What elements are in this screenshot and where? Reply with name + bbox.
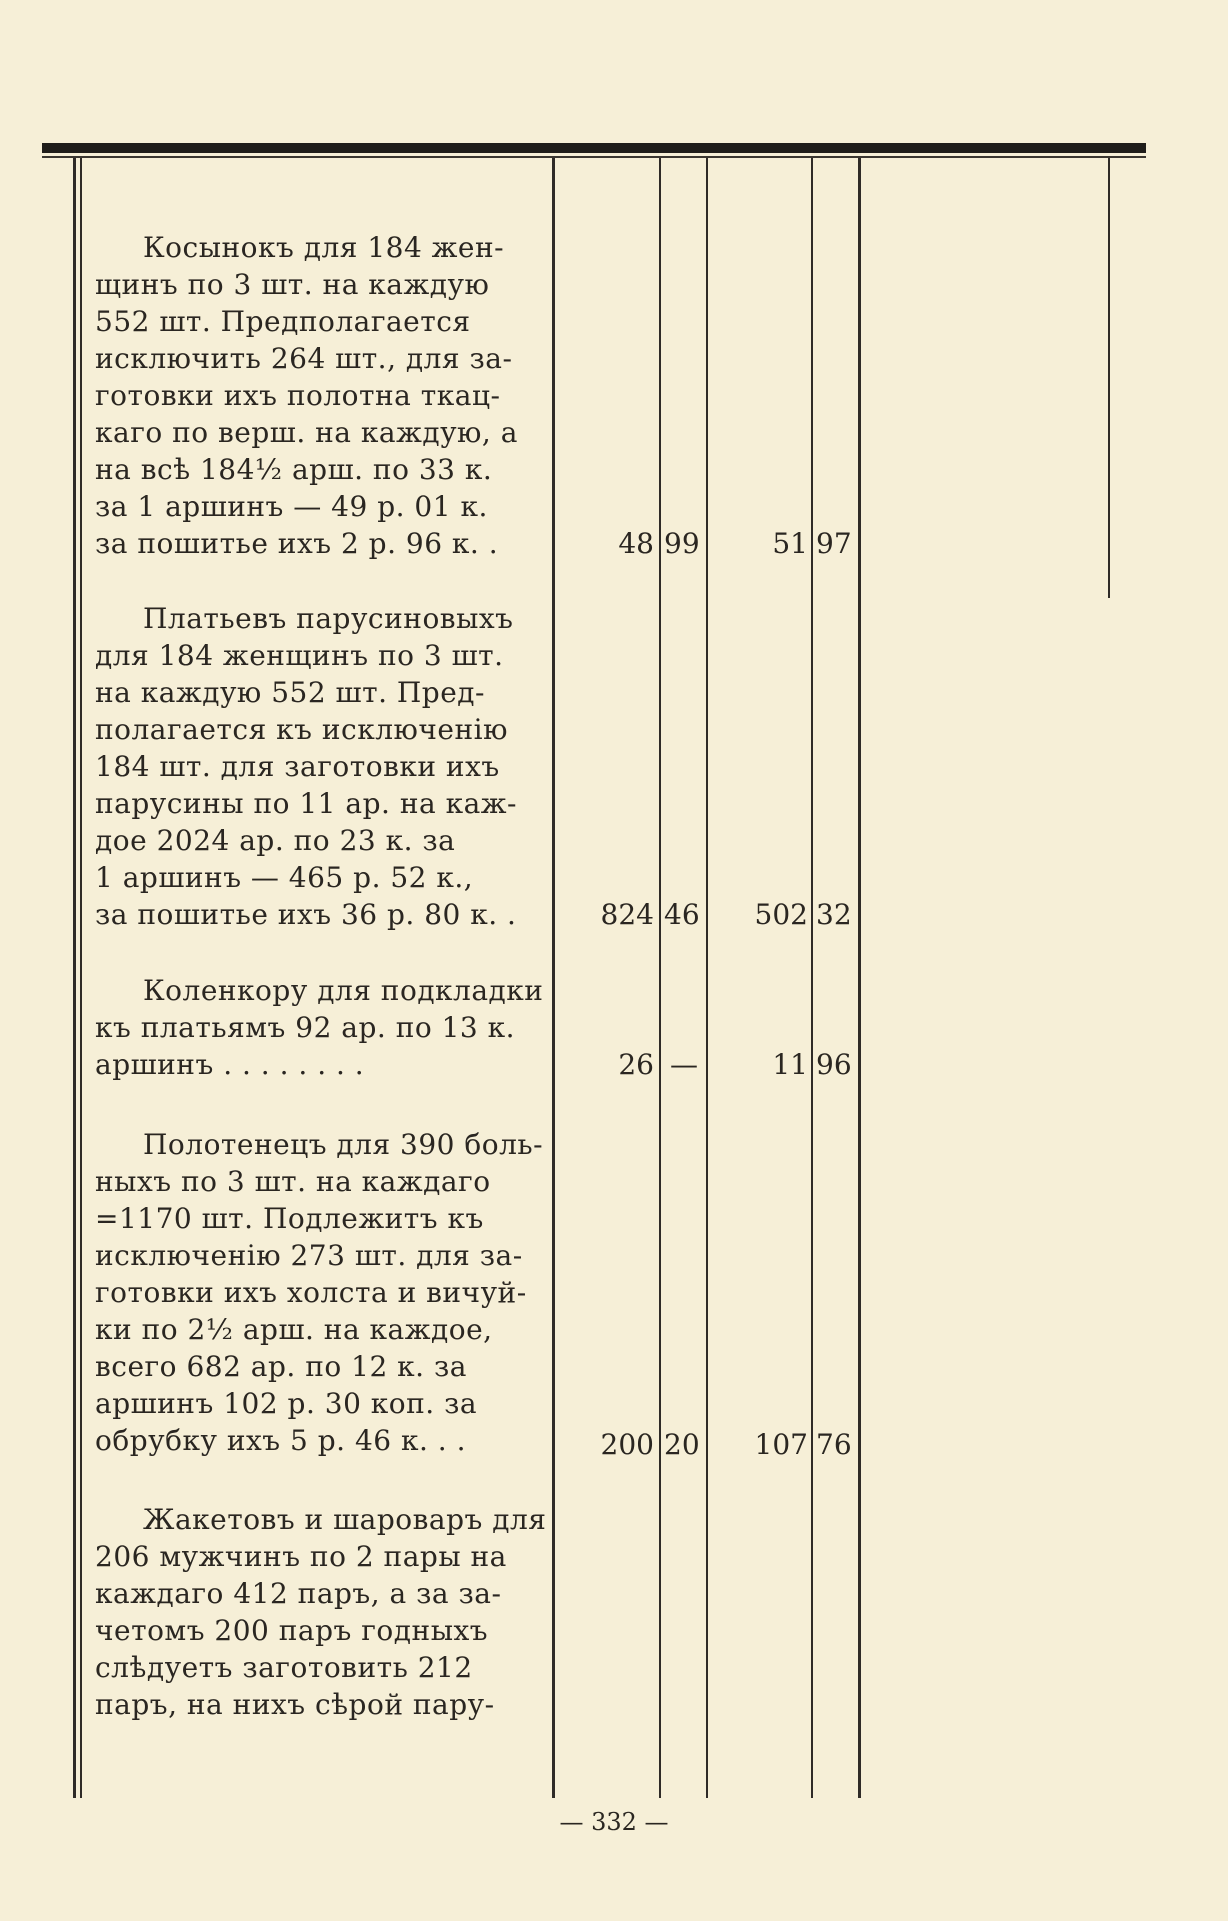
text-line: всего 682 ар. по 12 к. за [95,1350,467,1383]
amount-rubles-2: 11 [772,1048,808,1081]
text-line: ки по 2½ арш. на каждое, [95,1313,493,1346]
page-number: — 332 — [559,1808,669,1836]
text-line: ныхъ по 3 шт. на каждаго [95,1165,491,1198]
amount-rubles-2: 51 [772,527,808,560]
text-line: щинъ по 3 шт. на каждую [95,268,490,301]
amount-kopecks-2: 32 [816,898,852,931]
amount-rubles-1: 200 [600,1428,654,1461]
text-line: готовки ихъ холста и вичуй- [95,1276,527,1309]
amount-rubles-1: 48 [618,527,654,560]
text-line: для 184 женщинъ по 3 шт. [95,639,504,672]
left-border-inner [80,158,82,1798]
text-line: слѣдуетъ заготовить 212 [95,1651,473,1684]
table-row [95,1501,547,1723]
text-line: 552 шт. Предполагается [95,305,471,338]
text-line: на всѣ 184½ арш. по 33 к. [95,453,493,486]
text-line: готовки ихъ полотна ткац- [95,379,501,412]
text-line: обрубку ихъ 5 р. 46 к. . . [95,1424,466,1457]
text-line: Коленкору для подкладки [143,974,544,1007]
column-divider [706,158,708,1798]
amount-rubles-1: 824 [600,898,654,931]
table-row [95,1126,544,1459]
left-border [73,158,76,1798]
text-line: 1 аршинъ — 465 р. 52 к., [95,861,474,894]
text-line: дое 2024 ар. по 23 к. за [95,824,456,857]
right-border [1108,158,1110,598]
amount-rubles-1: 26 [618,1048,654,1081]
amount-kopecks-2: 97 [816,527,852,560]
amount-kopecks-1: 99 [664,527,700,560]
amount-rubles-2: 502 [754,898,808,931]
text-line: =1170 шт. Подлежитъ къ [95,1202,484,1235]
amount-kopecks-1: — [670,1048,698,1081]
column-divider [552,158,555,1798]
top-rule-thin [42,156,1146,158]
amount-kopecks-2: 76 [816,1428,852,1461]
amount-kopecks-1: 46 [664,898,700,931]
text-line: за пошитье ихъ 2 р. 96 к. . [95,527,499,560]
text-line: четомъ 200 паръ годныхъ [95,1614,489,1647]
text-line: къ платьямъ 92 ар. по 13 к. [95,1011,516,1044]
top-rule [42,143,1146,153]
text-line: Платьевъ парусиновыхъ [143,602,514,635]
text-line: аршинъ . . . . . . . . [95,1048,365,1081]
text-line: Косынокъ для 184 жен- [143,231,505,264]
text-line: на каждую 552 шт. Пред- [95,676,485,709]
text-line: каго по верш. на каждую, а [95,416,518,449]
amount-kopecks-2: 96 [816,1048,852,1081]
text-line: полагается къ исключенію [95,713,508,746]
text-line: аршинъ 102 р. 30 коп. за [95,1387,478,1420]
text-line: за 1 аршинъ — 49 р. 01 к. [95,490,488,523]
amount-kopecks-1: 20 [664,1428,700,1461]
column-divider [811,158,813,1798]
text-line: Полотенецъ для 390 боль- [143,1128,544,1161]
text-line: Жакетовъ и шароваръ для [143,1503,547,1536]
table-row [95,229,531,562]
text-line: парусины по 11 ар. на каж- [95,787,517,820]
table-row [95,600,531,933]
text-line: 184 шт. для заготовки ихъ [95,750,500,783]
table-row [95,972,544,1083]
text-line: 206 мужчинъ по 2 пары на [95,1540,507,1573]
column-divider [858,158,861,1798]
text-line: каждаго 412 паръ, а за за- [95,1577,502,1610]
amount-rubles-2: 107 [754,1428,808,1461]
text-line: исключенію 273 шт. для за- [95,1239,523,1272]
text-line: исключить 264 шт., для за- [95,342,513,375]
text-line: за пошитье ихъ 36 р. 80 к. . [95,898,517,931]
text-line: паръ, на нихъ сѣрой пару- [95,1688,495,1721]
column-divider [659,158,661,1798]
